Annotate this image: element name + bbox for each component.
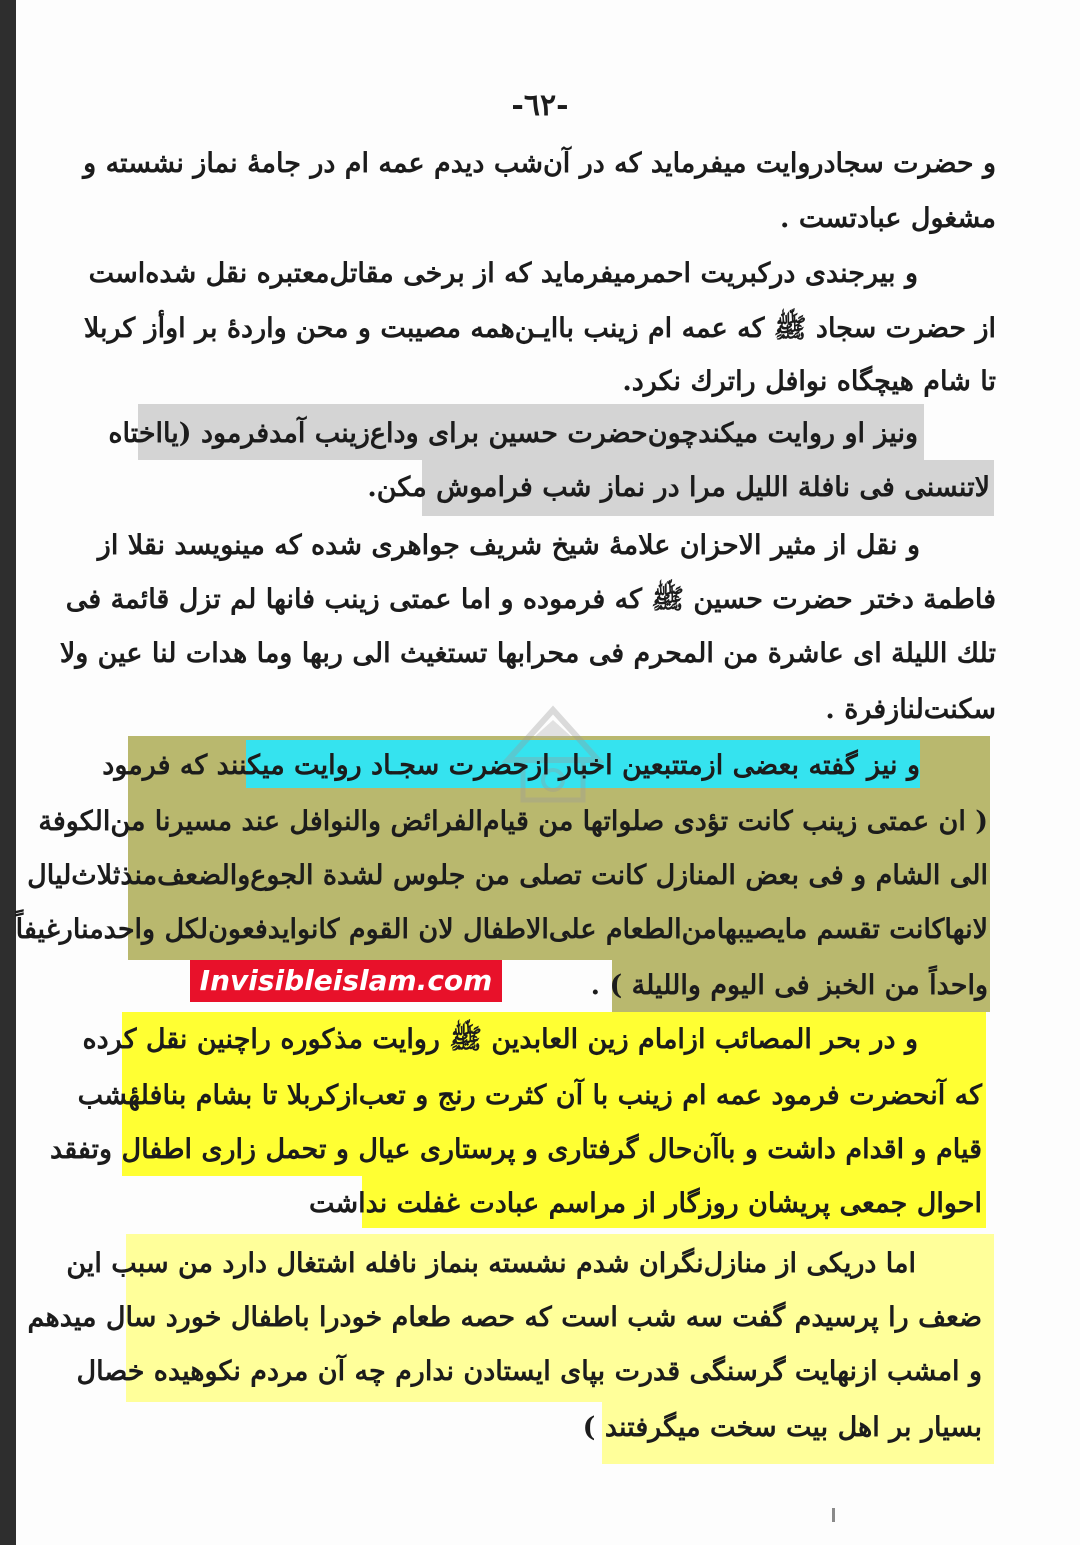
text-line: ضعف را پرسیدم گفت سه شب است که حصه طعام خودرا باطفال خورد سال میدهم	[27, 1302, 982, 1333]
text-line: و بیرجندی درکبریت احمرمیفرماید که از برخی مقاتل‌معتبره نقل شده‌است	[88, 258, 918, 289]
text-line: تلك اللیلة ای عاشرة من المحرم فی محرابها تستغیث الی ربها وما هدات لنا عین ولا	[59, 638, 996, 669]
text-line: بسیار بر اهل بیت سخت میگرفتند )	[582, 1412, 982, 1443]
text-line: ونیز او روایت میکندچون‌حضرت حسین برای وداع‌زینب آمدفرمود (یااختاه	[108, 418, 918, 449]
text-line: فاطمة دختر حضرت حسین ﷺ که فرموده و اما عمتی زینب فانها لم تزل قائمة فی	[65, 584, 996, 615]
text-line: سکنت‌لنازفرة .	[825, 694, 996, 725]
text-line: و حضرت سجادروایت میفرماید که در آن‌شب دیدم عمه ام در جامهٔ نماز نشسته و	[83, 148, 996, 179]
text-line: احوال جمعی پریشان روزگار از مراسم عبادت غفلت نداشت	[308, 1188, 982, 1219]
text-line: لانهاکانت تقسم مایصیبهامن‌الطعام علی‌الاطفال لان القوم کانوایدفعون‌لکل واحدمنارغیفاً	[15, 914, 988, 945]
text-line: که آنحضرت فرمود عمه ام زینب با آن کثرت رنج و تعب‌ازکربلا تا بشام بنافلهٔشب	[77, 1080, 982, 1111]
scan-left-edge	[0, 0, 16, 1545]
text-line: ( ان عمتی زینب کانت تؤدی صلواتها من قیام‌الفرائض والنوافل عند مسیرنا من‌الکوفة	[38, 806, 988, 837]
text-line: و نیز گفته بعضی ازمتتبعین اخبار ازحضرت سجـاد روایت میکنند که فرمود	[102, 750, 920, 781]
page-mark	[832, 1508, 835, 1522]
page-number: -٦٢-	[511, 88, 569, 123]
text-line: تا شام هیچگاه نوافل راترك نکرد.	[622, 366, 996, 397]
text-line: واحداً من الخبز فی الیوم واللیلة ) .	[590, 970, 988, 1001]
text-line: الی الشام و فی بعض المنازل کانت تصلی من جلوس لشدة الجوع‌والضعف‌منذثلاث‌لیال	[27, 860, 988, 891]
text-line: لاتنسنی فی نافلة اللیل مرا در نماز شب فراموش مکن.	[367, 472, 990, 503]
site-watermark-label: Invisibleislam.com	[190, 960, 502, 1002]
text-line: و در بحر المصائب ازامام زین العابدین ﷺ روایت مذکوره راچنین نقل کرده	[82, 1024, 918, 1055]
text-line: مشغول عبادتست .	[780, 203, 996, 234]
text-line: و امشب ازنهایت گرسنگی قدرت بپای ایستادن ندارم چه آن مردم نکوهیده خصال	[76, 1356, 982, 1387]
text-line: قیام و اقدام داشت و باآن‌حال گرفتاری و پرستاری عیال و تحمل زاری اطفال وتفقد	[50, 1134, 982, 1165]
text-line: از حضرت سجاد ﷺ که عمه ام زینب باایـن‌همه مصیبت و محن واردهٔ بر اوأز کربلا	[83, 313, 996, 344]
text-line: و نقل از مثیر الاحزان علامهٔ شیخ شریف جواهری شده که مینویسد نقلا از	[97, 530, 920, 561]
text-line: اما دریکی از منازل‌نگران شدم نشسته بنماز نافله اشتغال دارد من سبب این	[66, 1248, 916, 1279]
